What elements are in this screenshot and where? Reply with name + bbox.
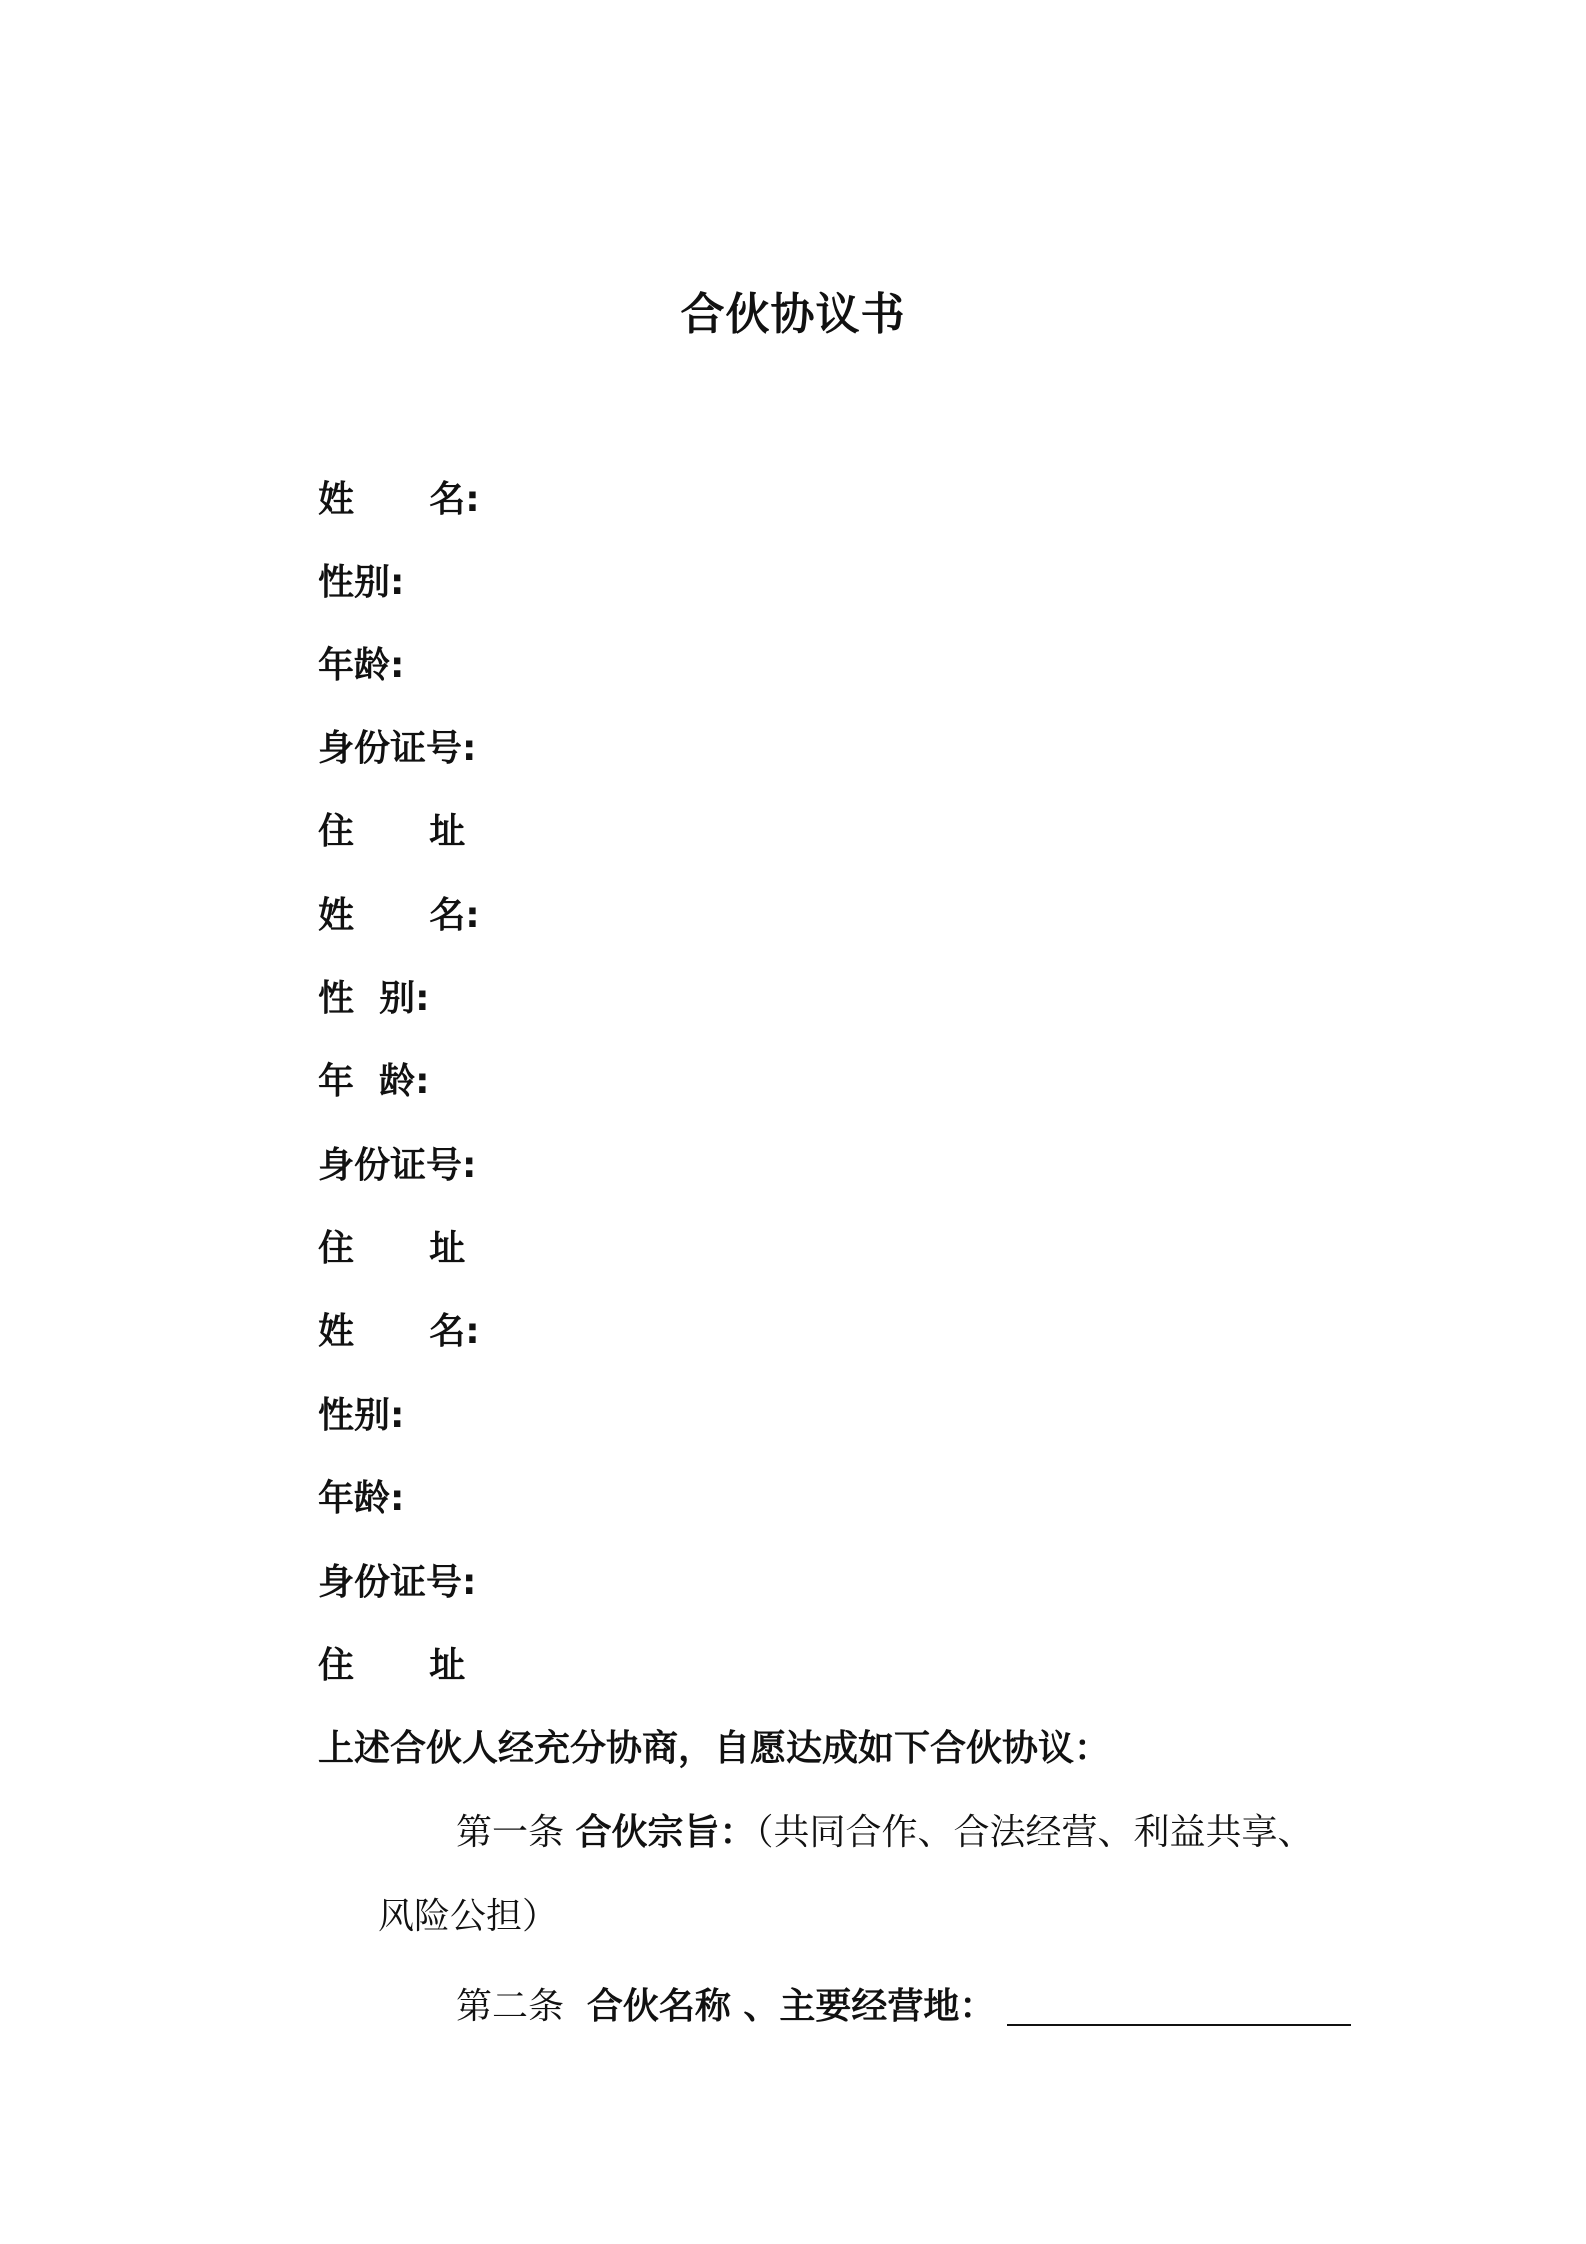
partner-3-age-label: 年龄:: [318, 1478, 405, 1519]
article-1-heading: 合伙宗旨：: [575, 1812, 756, 1853]
partner-2-name-label: 姓 名:: [318, 895, 480, 936]
partner-1-name-label: 姓 名:: [318, 479, 480, 520]
partner-3-name-label: 姓 名:: [318, 1311, 480, 1352]
article-1-number: 第一条: [456, 1812, 576, 1853]
partner-1-id-label: 身份证号:: [318, 728, 477, 769]
document-title: 合伙协议书: [680, 289, 906, 340]
partner-3-address-label: 住 址: [318, 1645, 466, 1686]
article-2-heading: 合伙名称 、主要经营地：: [586, 1986, 996, 2027]
article-2: [456, 1984, 995, 2030]
partner-2-address-label: 住 址: [318, 1228, 466, 1269]
partner-1-gender-label: 性别:: [318, 562, 405, 603]
article-1: [456, 1810, 1313, 1856]
partner-2-age-label: 年 龄:: [318, 1061, 430, 1102]
article-2-fill-in-blank: [1007, 2024, 1351, 2026]
partner-1-address-label: 住 址: [318, 811, 466, 852]
partner-1-age-label: 年龄:: [318, 645, 405, 686]
agreement-intro: 上述合伙人经充分协商，自愿达成如下合伙协议：: [318, 1728, 1111, 1769]
article-2-number: 第二条: [456, 1986, 587, 2027]
partner-3-gender-label: 性别:: [318, 1395, 405, 1436]
article-1-continuation: 风险公担）: [378, 1896, 559, 1937]
article-1-text: （共同合作、合法经营、利益共享、: [755, 1812, 1314, 1853]
partner-3-id-label: 身份证号:: [318, 1562, 477, 1603]
partner-2-gender-label: 性 别:: [318, 978, 430, 1019]
partner-2-id-label: 身份证号:: [318, 1145, 477, 1186]
